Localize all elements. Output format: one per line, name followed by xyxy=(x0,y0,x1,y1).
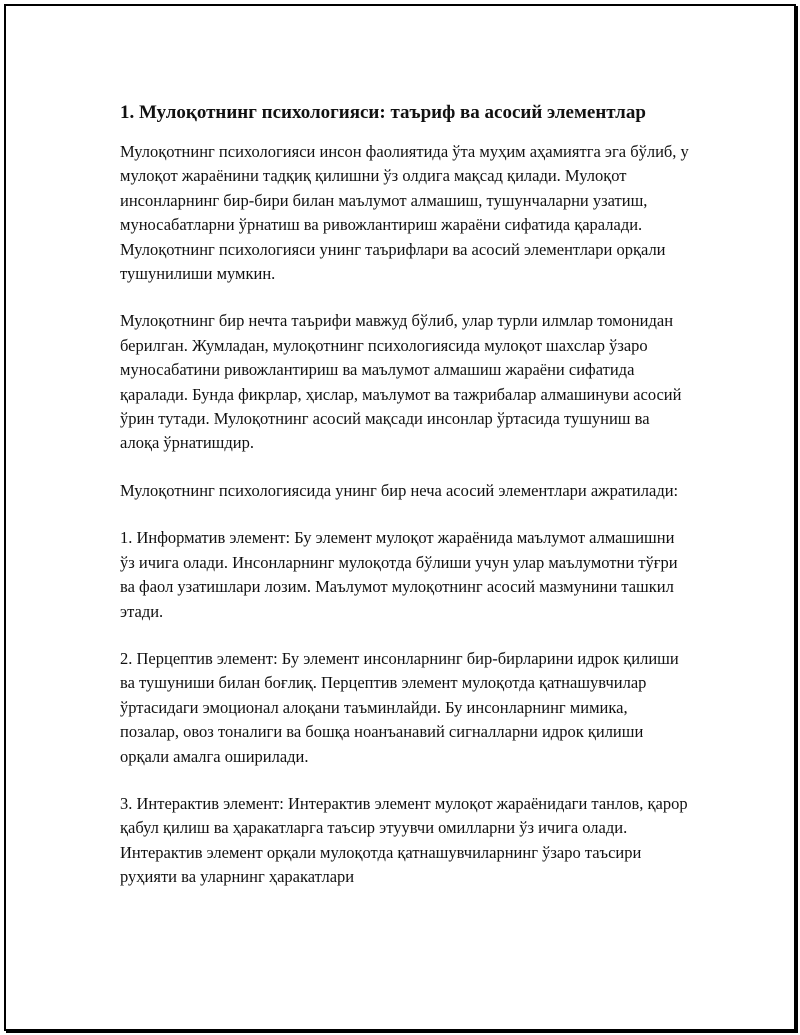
paragraph-interactive-element: 3. Интерактив элемент: Интерактив элемент мулоқот жараёнидаги танлов, қарор қабул қилиш ва ҳаракатларга таъсир этуувчи омилларни ўз ичига олади. Интерактив элемент орқали мулоқотда қатнашувчиларнинг ўзаро таъсири руҳияти ва уларнинг ҳаракатлари xyxy=(120,793,688,887)
paragraph-intro: Мулоқотнинг психологияси инсон фаолиятида ўта муҳим аҳамиятга эга бўлиб, у мулоқот жараёнини тадқиқ қилишни ўз олдига мақсад қилади. Мулоқот инсонларнинг бир-бири билан маълумот алмашиш, тушунчаларни узатиш, муносабатларни ўрнатиш ва ривожлантириш жараёни сифатида қаралади. Мулоқотнинг психологияси унинг таърифлари ва асосий элементлари орқали тушунилиши мумкин. xyxy=(120,142,689,284)
paragraph-informative-element: 1. Информатив элемент: Бу элемент мулоқот жараёнида маълумот алмашишни ўз ичига олади. Инсонларнинг мулоқотда бўлиши учун улар маълумотни тўғри ва фаол узатишлари лозим. Маълумот мулоқотнинг асосий мазмунини ташкил этади. xyxy=(120,528,678,621)
document-body xyxy=(120,98,690,913)
page-frame xyxy=(4,4,796,1031)
paragraph-definitions: Мулоқотнинг бир нечта таърифи мавжуд бўлиб, улар турли илмлар томонидан берилган. Жумладан, мулоқотнинг психологиясида мулоқот шахслар ўзаро муносабатини ривожлантириш ва маълумот алмашиш жараёни сифатида қаралади. Бунда фикрлар, ҳислар, маълумот ва тажрибалар алмашинуви асосий ўрин тутади. Мулоқотнинг асосий мақсади инсонлар ўртасида тушуниш ва алоқа ўрнатишдир. xyxy=(120,311,682,453)
paragraph-perceptive-element: 2. Перцептив элемент: Бу элемент инсонларнинг бир-бирларини идрок қилиши ва тушуниши билан боғлиқ. Перцептив элемент мулоқотда қатнашувчилар ўртасидаги эмоционал алоқани таъминлайди. Бу инсонларнинг мимика, позалар, овоз тоналиги ва бошқа ноанъанавий сигналларни идрок қилиши орқали амалга оширилади. xyxy=(120,648,679,766)
section-heading: 1. Мулоқотнинг психологияси: таъриф ва асосий элементлар xyxy=(120,102,646,123)
paragraph-elements-intro: Мулоқотнинг психологиясида унинг бир неча асосий элементлари ажратилади: xyxy=(120,480,679,500)
